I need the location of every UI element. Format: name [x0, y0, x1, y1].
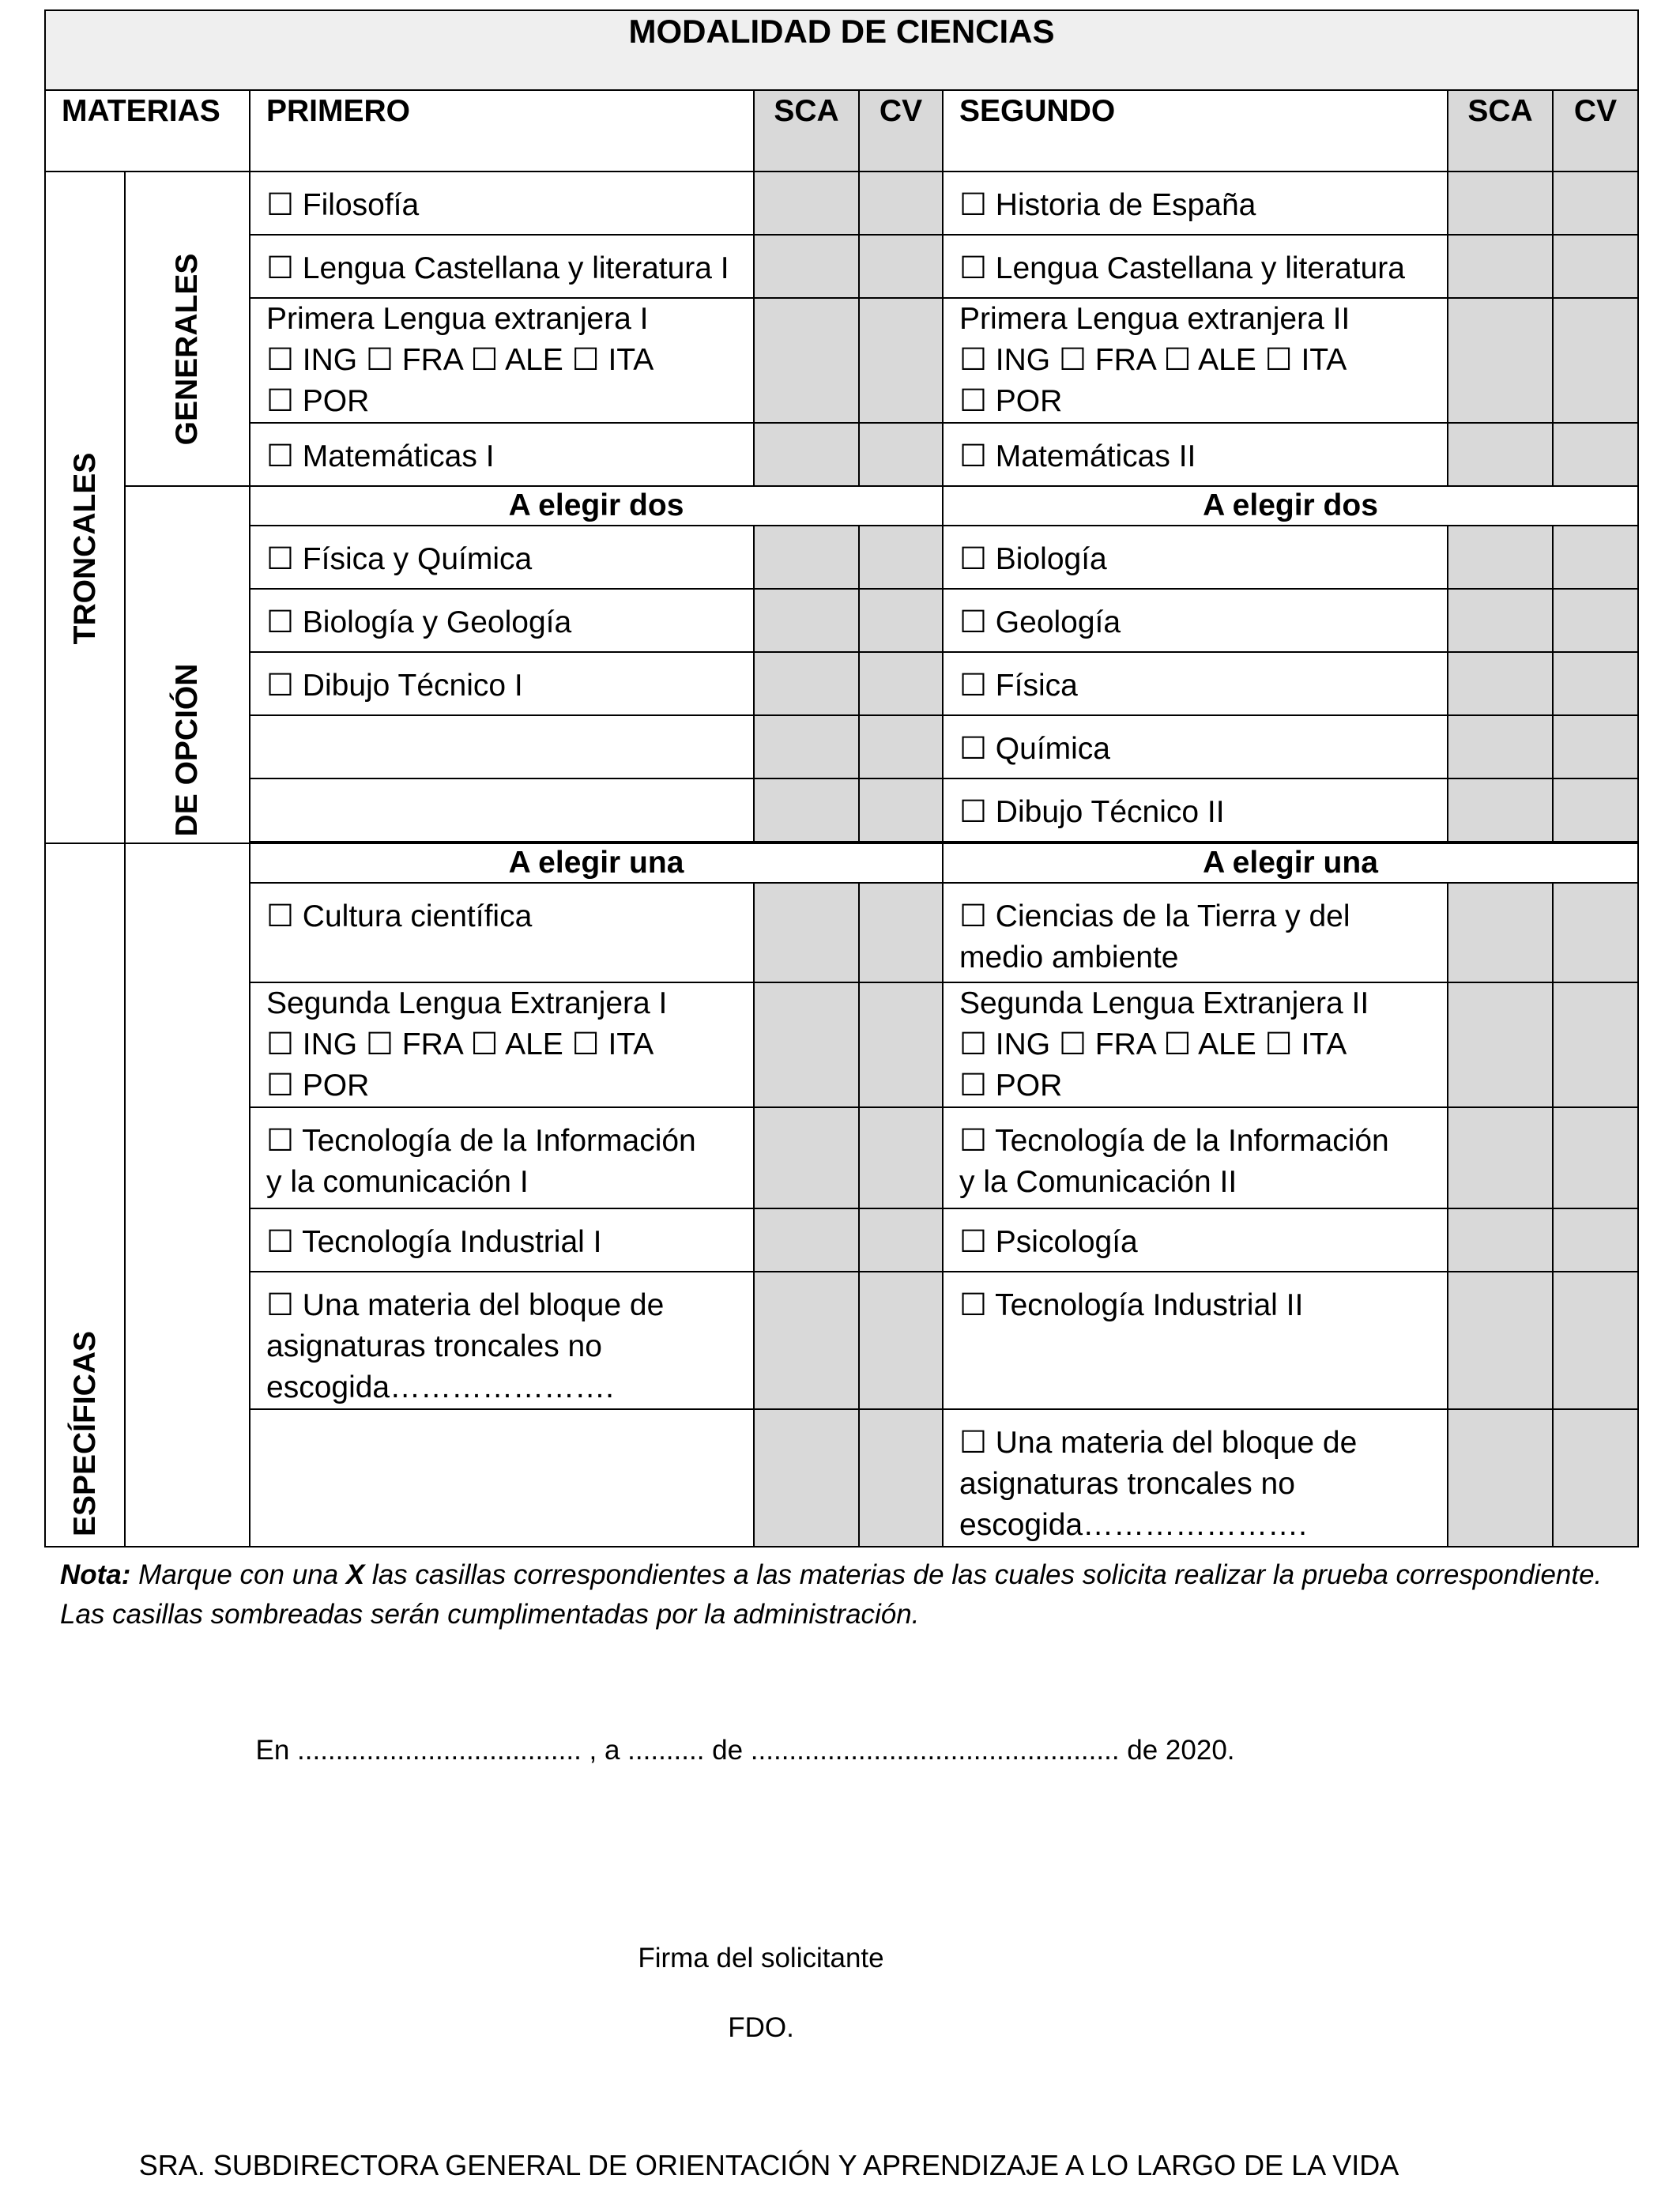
- cv-cell: [1553, 883, 1638, 982]
- sca-cell: [1448, 1272, 1553, 1409]
- sca-cell: [754, 883, 859, 982]
- cv-cell: [1553, 982, 1638, 1107]
- sca-cell: [754, 715, 859, 778]
- subject-matematicas-i[interactable]: ☐ Matemáticas I: [250, 423, 754, 486]
- sca-cell: [1448, 1107, 1553, 1208]
- subject-historia-espana[interactable]: ☐ Historia de España: [943, 172, 1448, 235]
- subject-primera-lengua-i[interactable]: Primera Lengua extranjera I ☐ ING ☐ FRA ☐ ALE ☐ ITA ☐ POR: [250, 298, 754, 423]
- subject-tecnologia-industrial-i[interactable]: ☐ Tecnología Industrial I: [250, 1208, 754, 1272]
- cv-cell: [1553, 423, 1638, 486]
- header-sca-segundo: SCA: [1448, 90, 1553, 172]
- sca-cell: [1448, 235, 1553, 298]
- sca-cell: [754, 778, 859, 842]
- header-materias: MATERIAS: [45, 90, 250, 172]
- group-especificas-blank: [125, 843, 250, 1547]
- sca-cell: [1448, 982, 1553, 1107]
- nota-text: [60, 1555, 1625, 1634]
- header-segundo: SEGUNDO: [943, 90, 1448, 172]
- fdo-label: FDO.: [728, 2012, 794, 2043]
- firma-label: Firma del solicitante: [638, 1943, 884, 1973]
- sca-cell: [754, 1409, 859, 1547]
- cv-cell: [1553, 526, 1638, 589]
- cv-cell: [859, 298, 943, 423]
- cv-cell: [1553, 715, 1638, 778]
- elegir-una-primero: A elegir una: [250, 843, 943, 883]
- subject-filosofia[interactable]: ☐ Filosofía: [250, 172, 754, 235]
- header-primero: PRIMERO: [250, 90, 754, 172]
- header-cv-primero: CV: [859, 90, 943, 172]
- elegir-dos-segundo: A elegir dos: [943, 486, 1638, 526]
- cv-cell: [859, 423, 943, 486]
- subject-empty: [250, 715, 754, 778]
- elegir-una-segundo: A elegir una: [943, 843, 1638, 883]
- cv-cell: [859, 652, 943, 715]
- cv-cell: [859, 526, 943, 589]
- sca-cell: [754, 235, 859, 298]
- subject-primera-lengua-ii[interactable]: Primera Lengua extranjera II ☐ ING ☐ FRA ☐ ALE ☐ ITA ☐ POR: [943, 298, 1448, 423]
- cv-cell: [1553, 1107, 1638, 1208]
- sca-cell: [1448, 1208, 1553, 1272]
- subject-ciencias-tierra[interactable]: ☐ Ciencias de la Tierra y del medio ambiente: [943, 883, 1448, 982]
- nota-x: X: [345, 1559, 365, 1590]
- cv-cell: [859, 1107, 943, 1208]
- sca-cell: [754, 526, 859, 589]
- cv-cell: [1553, 652, 1638, 715]
- sca-cell: [754, 982, 859, 1107]
- subject-geologia[interactable]: ☐ Geología: [943, 589, 1448, 652]
- sca-cell: [1448, 298, 1553, 423]
- cv-cell: [859, 778, 943, 842]
- header-cv-segundo: CV: [1553, 90, 1638, 172]
- subject-dibujo-tecnico-i[interactable]: ☐ Dibujo Técnico I: [250, 652, 754, 715]
- cv-cell: [859, 172, 943, 235]
- cv-cell: [1553, 298, 1638, 423]
- sca-cell: [754, 298, 859, 423]
- subject-tic-ii[interactable]: ☐ Tecnología de la Información y la Comunicación II: [943, 1107, 1448, 1208]
- subject-fisica[interactable]: ☐ Física: [943, 652, 1448, 715]
- cv-cell: [1553, 1409, 1638, 1547]
- sca-cell: [754, 1272, 859, 1409]
- cv-cell: [859, 235, 943, 298]
- subject-cultura-cientifica[interactable]: ☐ Cultura científica: [250, 883, 754, 982]
- cv-cell: [859, 1208, 943, 1272]
- cv-cell: [859, 1272, 943, 1409]
- sca-cell: [1448, 423, 1553, 486]
- sca-cell: [754, 423, 859, 486]
- sca-cell: [1448, 172, 1553, 235]
- group-generales: GENERALES: [125, 172, 250, 486]
- cv-cell: [1553, 235, 1638, 298]
- subject-quimica[interactable]: ☐ Química: [943, 715, 1448, 778]
- subject-materia-troncal-segundo[interactable]: ☐ Una materia del bloque de asignaturas troncales no escogida………………….: [943, 1409, 1448, 1547]
- cv-cell: [1553, 1208, 1638, 1272]
- group-especificas: ESPECÍFICAS: [45, 843, 125, 1547]
- subject-empty: [250, 1409, 754, 1547]
- nota-label: Nota:: [60, 1559, 131, 1590]
- cv-cell: [1553, 172, 1638, 235]
- sca-cell: [1448, 652, 1553, 715]
- nota-part-1: Marque con una: [130, 1559, 346, 1590]
- destinatario: SRA. SUBDIRECTORA GENERAL DE ORIENTACIÓN Y APRENDIZAJE A LO LARGO DE LA VIDA: [138, 2149, 1399, 2181]
- subject-dibujo-tecnico-ii[interactable]: ☐ Dibujo Técnico II: [943, 778, 1448, 842]
- subject-empty: [250, 778, 754, 842]
- sca-cell: [1448, 715, 1553, 778]
- cv-cell: [859, 715, 943, 778]
- cv-cell: [1553, 589, 1638, 652]
- sca-cell: [754, 1208, 859, 1272]
- sca-cell: [1448, 1409, 1553, 1547]
- form-title: MODALIDAD DE CIENCIAS: [45, 10, 1638, 90]
- subject-biologia[interactable]: ☐ Biología: [943, 526, 1448, 589]
- subject-psicologia[interactable]: ☐ Psicología: [943, 1208, 1448, 1272]
- cv-cell: [1553, 778, 1638, 842]
- nota-part-2: las casillas correspondientes a las materias de las cuales solicita realizar la prueba correspondiente. Las casillas sombreadas serán cumplimentadas por la administración.: [60, 1559, 1603, 1630]
- cv-cell: [1553, 1272, 1638, 1409]
- subjects-form-table: [44, 9, 1639, 1547]
- subject-tecnologia-industrial-ii[interactable]: ☐ Tecnología Industrial II: [943, 1272, 1448, 1409]
- sca-cell: [754, 589, 859, 652]
- cv-cell: [859, 883, 943, 982]
- cv-cell: [859, 1409, 943, 1547]
- subject-segunda-lengua-ii[interactable]: Segunda Lengua Extranjera II ☐ ING ☐ FRA ☐ ALE ☐ ITA ☐ POR: [943, 982, 1448, 1107]
- subject-lengua-ii[interactable]: ☐ Lengua Castellana y literatura: [943, 235, 1448, 298]
- group-troncales: TRONCALES: [45, 172, 125, 843]
- header-row: [45, 90, 1638, 172]
- subject-segunda-lengua-i[interactable]: Segunda Lengua Extranjera I ☐ ING ☐ FRA ☐ ALE ☐ ITA ☐ POR: [250, 982, 754, 1107]
- sca-cell: [1448, 526, 1553, 589]
- group-de-opcion: DE OPCIÓN: [125, 486, 250, 843]
- sca-cell: [1448, 883, 1553, 982]
- sca-cell: [754, 1107, 859, 1208]
- subject-tic-i[interactable]: ☐ Tecnología de la Información y la comunicación I: [250, 1107, 754, 1208]
- sca-cell: [1448, 778, 1553, 842]
- subject-fisica-quimica[interactable]: ☐ Física y Química: [250, 526, 754, 589]
- sca-cell: [754, 172, 859, 235]
- cv-cell: [859, 982, 943, 1107]
- sca-cell: [1448, 589, 1553, 652]
- subject-matematicas-ii[interactable]: ☐ Matemáticas II: [943, 423, 1448, 486]
- sca-cell: [754, 652, 859, 715]
- fecha-line: En ..................................... , a .......... de ................................................ de 2020.: [255, 1735, 1235, 1766]
- subject-materia-troncal-primero[interactable]: ☐ Una materia del bloque de asignaturas troncales no escogida………………….: [250, 1272, 754, 1409]
- subject-biologia-geologia[interactable]: ☐ Biología y Geología: [250, 589, 754, 652]
- header-sca-primero: SCA: [754, 90, 859, 172]
- cv-cell: [859, 589, 943, 652]
- elegir-dos-primero: A elegir dos: [250, 486, 943, 526]
- subject-lengua-i[interactable]: ☐ Lengua Castellana y literatura I: [250, 235, 754, 298]
